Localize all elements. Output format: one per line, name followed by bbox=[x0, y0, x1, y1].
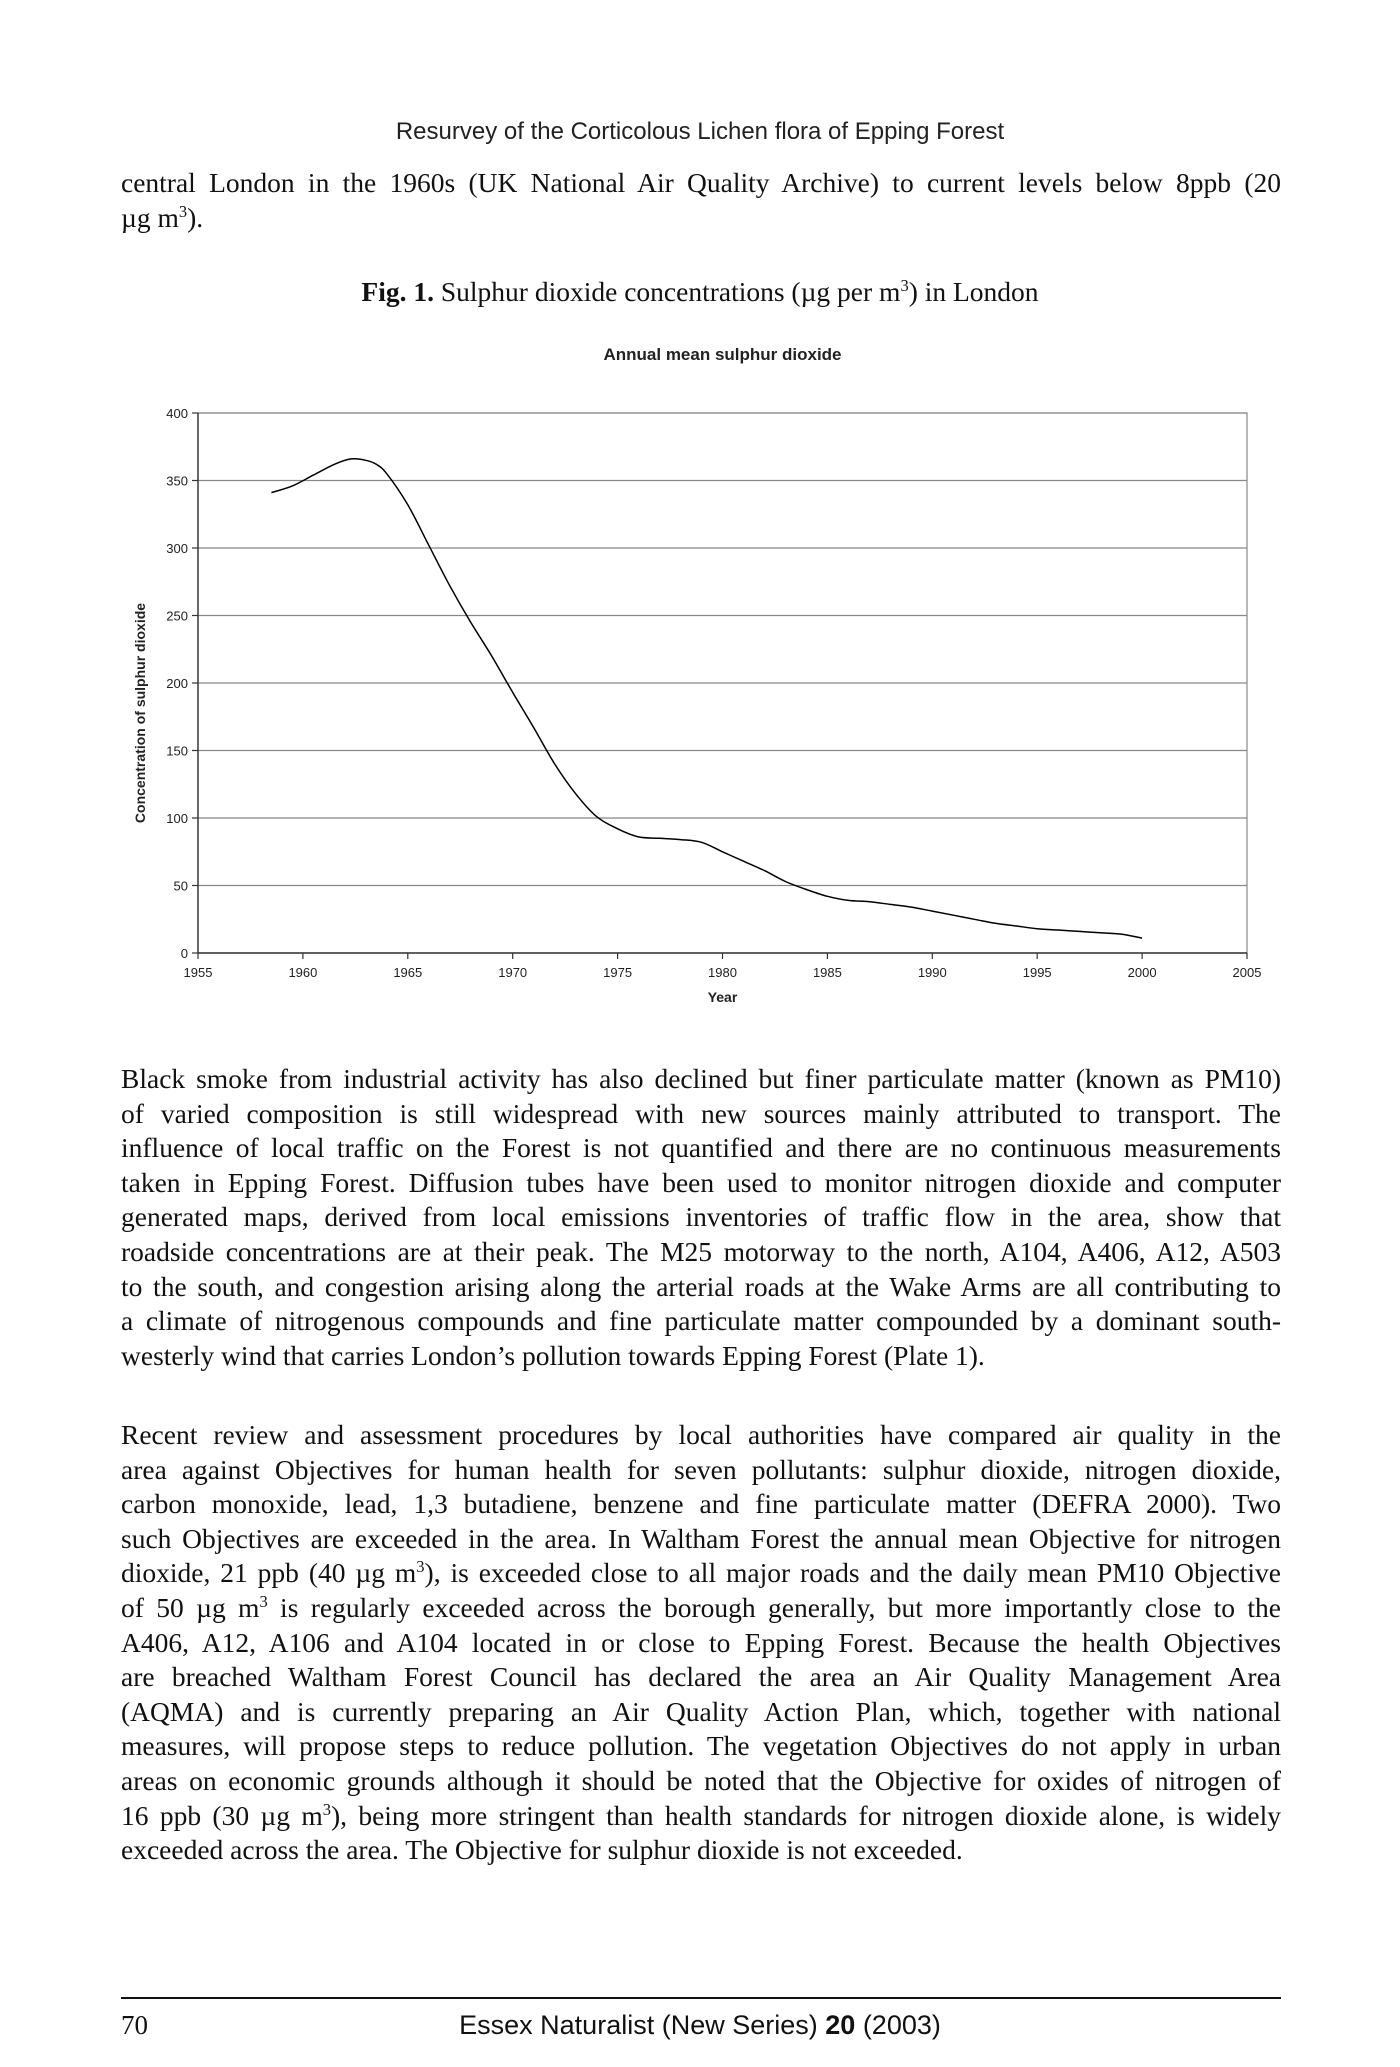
body-paragraph-2 bbox=[121, 1418, 1281, 1868]
text-line bbox=[121, 1591, 1281, 1626]
x-tick-label: 1955 bbox=[183, 965, 213, 980]
text-line: are breached Waltham Forest Council has declared the area an Air Quality Management Area bbox=[121, 1661, 1281, 1693]
text-line: Recent review and assessment procedures by local authorities have compared air quality in the bbox=[121, 1419, 1281, 1450]
journal-year: (2003) bbox=[862, 2010, 941, 2040]
text-fragment: µg m bbox=[121, 201, 179, 233]
caption-text: ) in London bbox=[908, 276, 1039, 307]
body-paragraph-1 bbox=[121, 1062, 1281, 1373]
text-line: roadside concentrations are at their peak. The M25 motorway to the north, A104, A406, A12, A503 bbox=[121, 1235, 1281, 1267]
text-line: influence of local traffic on the Forest is not quantified and there are no continuous measurements bbox=[121, 1132, 1281, 1164]
sulphur-dioxide-series-line bbox=[271, 459, 1142, 938]
superscript: 3 bbox=[900, 275, 909, 295]
y-tick-label: 50 bbox=[173, 878, 188, 894]
text-line: area against Objectives for human health for seven pollutants: sulphur dioxide, nitrogen dioxide, bbox=[121, 1453, 1281, 1485]
text-fragment: of 50 µg m bbox=[121, 1591, 260, 1623]
footer-rule bbox=[121, 1997, 1281, 1999]
text-line: (AQMA) and is currently preparing an Air Quality Action Plan, which, together with national bbox=[121, 1695, 1281, 1727]
journal-name: Essex Naturalist (New Series) bbox=[459, 2010, 818, 2040]
x-tick-label: 1960 bbox=[288, 965, 318, 980]
y-tick-label: 250 bbox=[166, 608, 188, 624]
y-tick-label: 300 bbox=[166, 541, 188, 556]
text-fragment: ), is exceeded close to all major roads and the daily mean PM10 Objective bbox=[424, 1557, 1281, 1589]
text-line: exceeded across the area. The Objective for sulphur dioxide is not exceeded. bbox=[121, 1834, 963, 1866]
caption-text: Sulphur dioxide concentrations (µg per m bbox=[440, 276, 901, 307]
text-line: A406, A12, A106 and A104 located in or close to Epping Forest. Because the health Objectives bbox=[121, 1626, 1281, 1658]
figure-caption bbox=[0, 276, 1400, 308]
text-fragment: dioxide, 21 ppb (40 µg m bbox=[121, 1557, 417, 1589]
text-line: taken in Epping Forest. Diffusion tubes have been used to monitor nitrogen dioxide and computer bbox=[121, 1166, 1281, 1198]
journal-citation bbox=[0, 2010, 1400, 2041]
text-line: such Objectives are exceeded in the area. In Waltham Forest the annual mean Objective for nitrogen bbox=[121, 1522, 1281, 1554]
superscript: 3 bbox=[322, 1799, 331, 1819]
text-fragment: is regularly exceeded across the borough generally, but more importantly close to the bbox=[267, 1591, 1281, 1623]
superscript: 3 bbox=[259, 1591, 268, 1611]
text-fragment: 16 ppb (30 µg m bbox=[121, 1799, 323, 1831]
text-line bbox=[121, 1556, 1281, 1591]
y-axis-title: Concentration of sulphur dioxide bbox=[132, 602, 148, 824]
x-axis-title: Year bbox=[707, 989, 738, 1005]
x-tick-label: 1965 bbox=[393, 965, 423, 980]
text-line: measures, will propose steps to reduce pollution. The vegetation Objectives do not apply in urban bbox=[121, 1730, 1281, 1762]
y-tick-label: 150 bbox=[166, 743, 188, 759]
journal-volume: 20 bbox=[825, 2010, 856, 2040]
page-number: 70 bbox=[121, 2010, 148, 2040]
text-line: Black smoke from industrial activity has also declined but finer particulate matter (known as PM10) bbox=[121, 1063, 1281, 1094]
x-tick-label: 1990 bbox=[917, 965, 947, 980]
text-line: westerly wind that carries London’s pollution towards Epping Forest (Plate 1). bbox=[121, 1339, 985, 1371]
text-line: a climate of nitrogenous compounds and fine particulate matter compounded by a dominant south- bbox=[121, 1305, 1281, 1337]
intro-paragraph bbox=[121, 166, 1281, 235]
y-tick-label: 0 bbox=[180, 946, 188, 961]
x-tick-label: 1970 bbox=[498, 965, 528, 980]
x-tick-label: 1995 bbox=[1022, 965, 1052, 980]
text-line bbox=[121, 201, 1281, 236]
text-fragment: ), being more stringent than health standards for nitrogen dioxide alone, is widely bbox=[330, 1799, 1281, 1831]
x-tick-label: 2000 bbox=[1127, 965, 1157, 980]
x-tick-label: 1975 bbox=[603, 965, 633, 980]
x-tick-label: 1980 bbox=[708, 965, 737, 980]
text-line: carbon monoxide, lead, 1,3 butadiene, benzene and fine particulate matter (DEFRA 2000). Two bbox=[121, 1488, 1281, 1520]
text-line: to the south, and congestion arising along the arterial roads at the Wake Arms are all contributing to bbox=[121, 1270, 1281, 1302]
running-head: Resurvey of the Corticolous Lichen flora of Epping Forest bbox=[395, 118, 1005, 145]
y-tick-label: 100 bbox=[166, 811, 188, 826]
figure-label: Fig. 1. bbox=[361, 276, 434, 307]
sulphur-dioxide-chart bbox=[120, 330, 1280, 1030]
text-fragment: ). bbox=[187, 201, 204, 233]
text-line: central London in the 1960s (UK National Air Quality Archive) to current levels below 8ppb (20 bbox=[121, 167, 1281, 198]
superscript: 3 bbox=[178, 201, 188, 221]
text-line: areas on economic grounds although it should be noted that the Objective for oxides of nitrogen of bbox=[121, 1764, 1281, 1796]
text-line: generated maps, derived from local emissions inventories of traffic flow in the area, show that bbox=[121, 1201, 1281, 1233]
text-line: of varied composition is still widespread with new sources mainly attributed to transport. The bbox=[121, 1097, 1281, 1129]
y-tick-label: 350 bbox=[166, 473, 188, 489]
x-tick-label: 1985 bbox=[812, 965, 842, 980]
x-tick-label: 2005 bbox=[1232, 965, 1262, 980]
superscript: 3 bbox=[416, 1557, 425, 1577]
y-tick-label: 400 bbox=[166, 406, 188, 421]
chart-title: Annual mean sulphur dioxide bbox=[603, 345, 842, 364]
text-line bbox=[121, 1799, 1281, 1834]
y-tick-label: 200 bbox=[166, 676, 188, 691]
